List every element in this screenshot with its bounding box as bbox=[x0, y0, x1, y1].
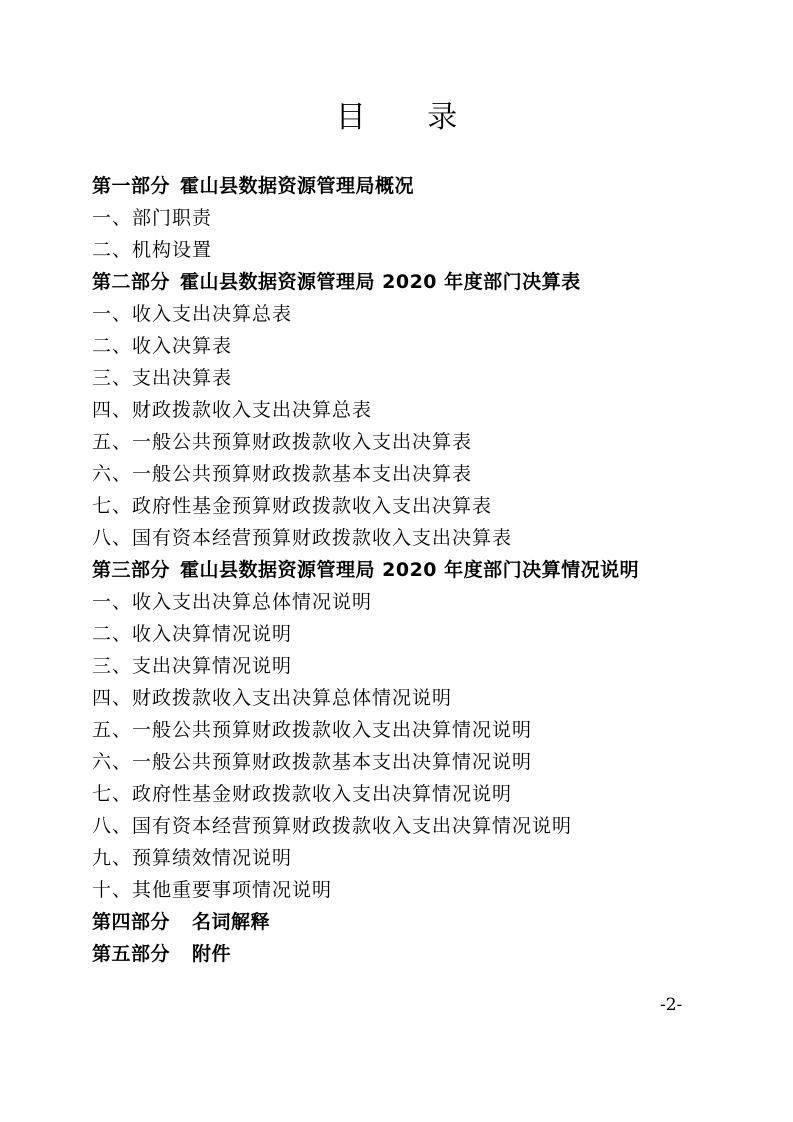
part-label: 第二部分 bbox=[92, 271, 171, 293]
toc-item: 一、收入支出决算总体情况说明 bbox=[92, 591, 373, 613]
toc-part-2 bbox=[92, 266, 732, 298]
part-name: 霍山县数据资源管理局概况 bbox=[180, 175, 415, 197]
part-name: 霍山县数据资源管理局 2020 年度部门决算情况说明 bbox=[180, 559, 640, 581]
toc-item: 二、收入决算情况说明 bbox=[92, 623, 293, 645]
part-label: 第四部分 bbox=[92, 911, 171, 933]
toc-item: 一、收入支出决算总表 bbox=[92, 303, 293, 325]
toc-part-5 bbox=[92, 938, 732, 970]
toc-item: 十、其他重要事项情况说明 bbox=[92, 879, 333, 901]
toc-item: 一、部门职责 bbox=[92, 207, 213, 229]
toc-part-4 bbox=[92, 906, 732, 938]
toc-item: 五、一般公共预算财政拨款收入支出决算表 bbox=[92, 431, 473, 453]
table-of-contents bbox=[92, 170, 732, 970]
toc-item: 三、支出决算情况说明 bbox=[92, 655, 293, 677]
toc-item: 四、财政拨款收入支出决算总表 bbox=[92, 399, 373, 421]
toc-item: 四、财政拨款收入支出决算总体情况说明 bbox=[92, 687, 453, 709]
part-label: 第三部分 bbox=[92, 559, 171, 581]
toc-item: 六、一般公共预算财政拨款基本支出决算情况说明 bbox=[92, 751, 533, 773]
part-name: 名词解释 bbox=[192, 911, 271, 933]
toc-item: 二、收入决算表 bbox=[92, 335, 233, 357]
toc-part-3 bbox=[92, 554, 732, 586]
toc-item: 八、国有资本经营预算财政拨款收入支出决算表 bbox=[92, 527, 513, 549]
part-name: 霍山县数据资源管理局 2020 年度部门决算表 bbox=[180, 271, 581, 293]
toc-item: 八、国有资本经营预算财政拨款收入支出决算情况说明 bbox=[92, 815, 573, 837]
toc-part-1 bbox=[92, 170, 732, 202]
part-name: 附件 bbox=[192, 943, 232, 965]
toc-item: 二、机构设置 bbox=[92, 239, 213, 261]
toc-item: 七、政府性基金预算财政拨款收入支出决算表 bbox=[92, 495, 493, 517]
part-label: 第一部分 bbox=[92, 175, 171, 197]
toc-item: 九、预算绩效情况说明 bbox=[92, 847, 293, 869]
toc-item: 六、一般公共预算财政拨款基本支出决算表 bbox=[92, 463, 473, 485]
toc-item: 三、支出决算表 bbox=[92, 367, 233, 389]
part-label: 第五部分 bbox=[92, 943, 171, 965]
page-number: -2- bbox=[660, 995, 683, 1015]
toc-item: 五、一般公共预算财政拨款收入支出决算情况说明 bbox=[92, 719, 533, 741]
page-title: 目 录 bbox=[335, 100, 484, 135]
toc-item: 七、政府性基金财政拨款收入支出决算情况说明 bbox=[92, 783, 513, 805]
